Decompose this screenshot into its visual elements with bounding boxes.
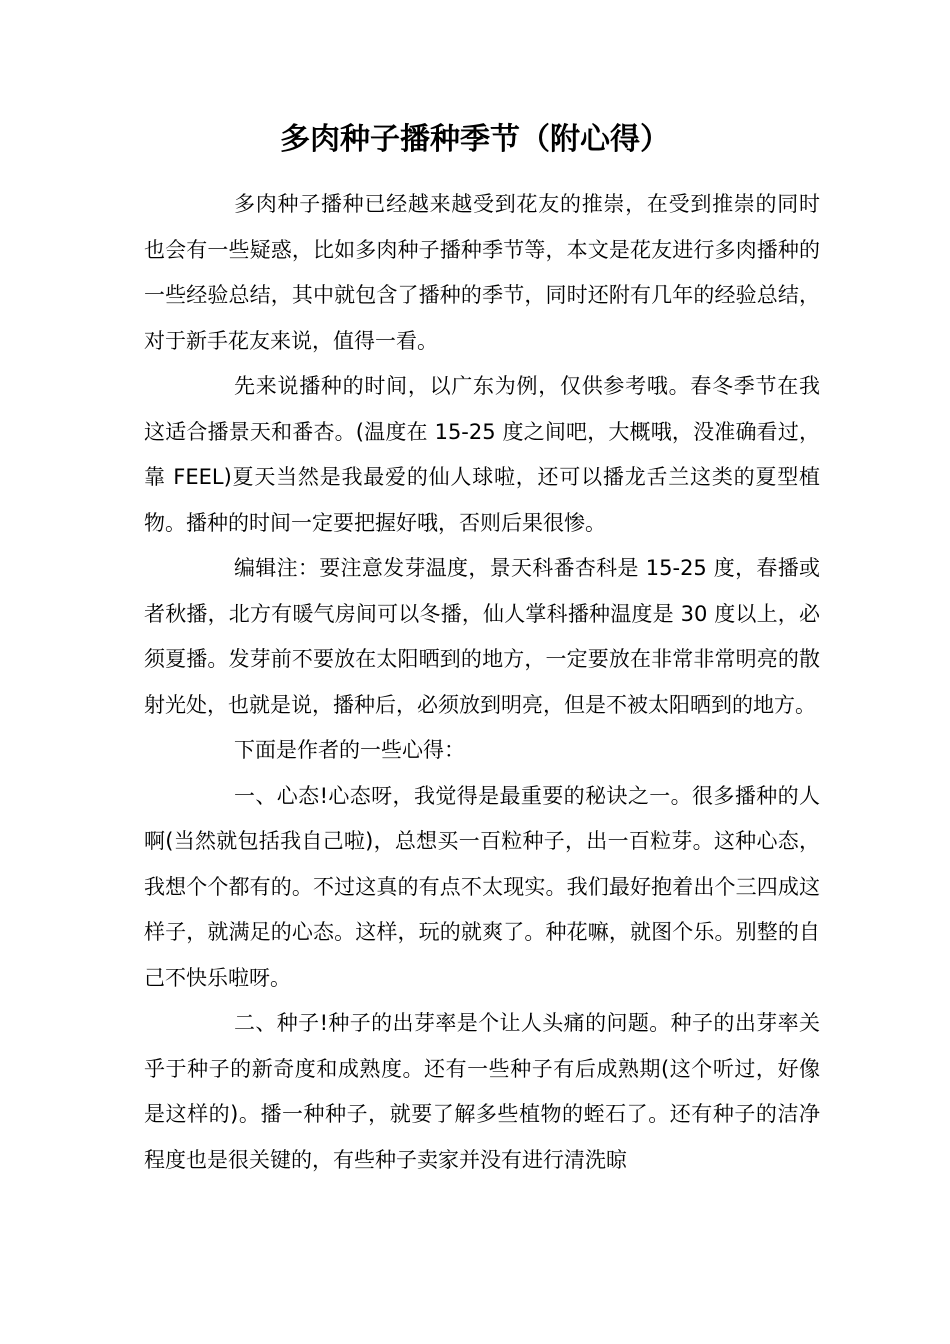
document-body: [144, 182, 820, 1183]
paragraph-tips-heading: 下面是作者的一些心得：: [234, 738, 465, 762]
paragraph-sowing-time: 先来说播种的时间，以广东为例，仅供参考哦。春冬季节在我这适合播景天和番杏。(温度在 15-25 度之间吧，大概哦，没准确看过，靠 FEEL)夏天当然是我最爱的仙人球啦，还可以播龙舌兰这类的夏型植物。播种的时间一定要把握好哦，否则后果很惨。: [144, 374, 820, 535]
paragraph-editor-note: 编辑注：要注意发芽温度，景天科番杏科是 15-25 度，春播或者秋播，北方有暖气房间可以冬播，仙人掌科播种温度是 30 度以上，必须夏播。发芽前不要放在太阳晒到的地方，一定要放在非常非常明亮的散射光处，也就是说，播种后，必须放到明亮，但是不被太阳晒到的地方。: [144, 556, 820, 717]
paragraph-tip-mindset: 一、心态!心态呀，我觉得是最重要的秘诀之一。很多播种的人啊(当然就包括我自己啦)，总想买一百粒种子，出一百粒芽。这种心态，我想个个都有的。不过这真的有点不太现实。我们最好抱着出个三四成这样子，就满足的心态。这样，玩的就爽了。种花嘛，就图个乐。别整的自己不快乐啦呀。: [144, 783, 820, 990]
paragraph-intro: 多肉种子播种已经越来越受到花友的推崇，在受到推崇的同时也会有一些疑惑，比如多肉种子播种季节等，本文是花友进行多肉播种的一些经验总结，其中就包含了播种的季节，同时还附有几年的经验总结，对于新手花友来说，值得一看。: [144, 192, 820, 353]
document-title: 多肉种子播种季节（附心得）: [280, 122, 670, 157]
paragraph-tip-seeds: 二、种子!种子的出芽率是个让人头痛的问题。种子的出芽率关乎于种子的新奇度和成熟度。还有一些种子有后成熟期(这个听过，好像是这样的)。播一种种子，就要了解多些植物的蛭石了。还有种子的洁净程度也是很关键的，有些种子卖家并没有进行清洗晾: [144, 1011, 820, 1172]
